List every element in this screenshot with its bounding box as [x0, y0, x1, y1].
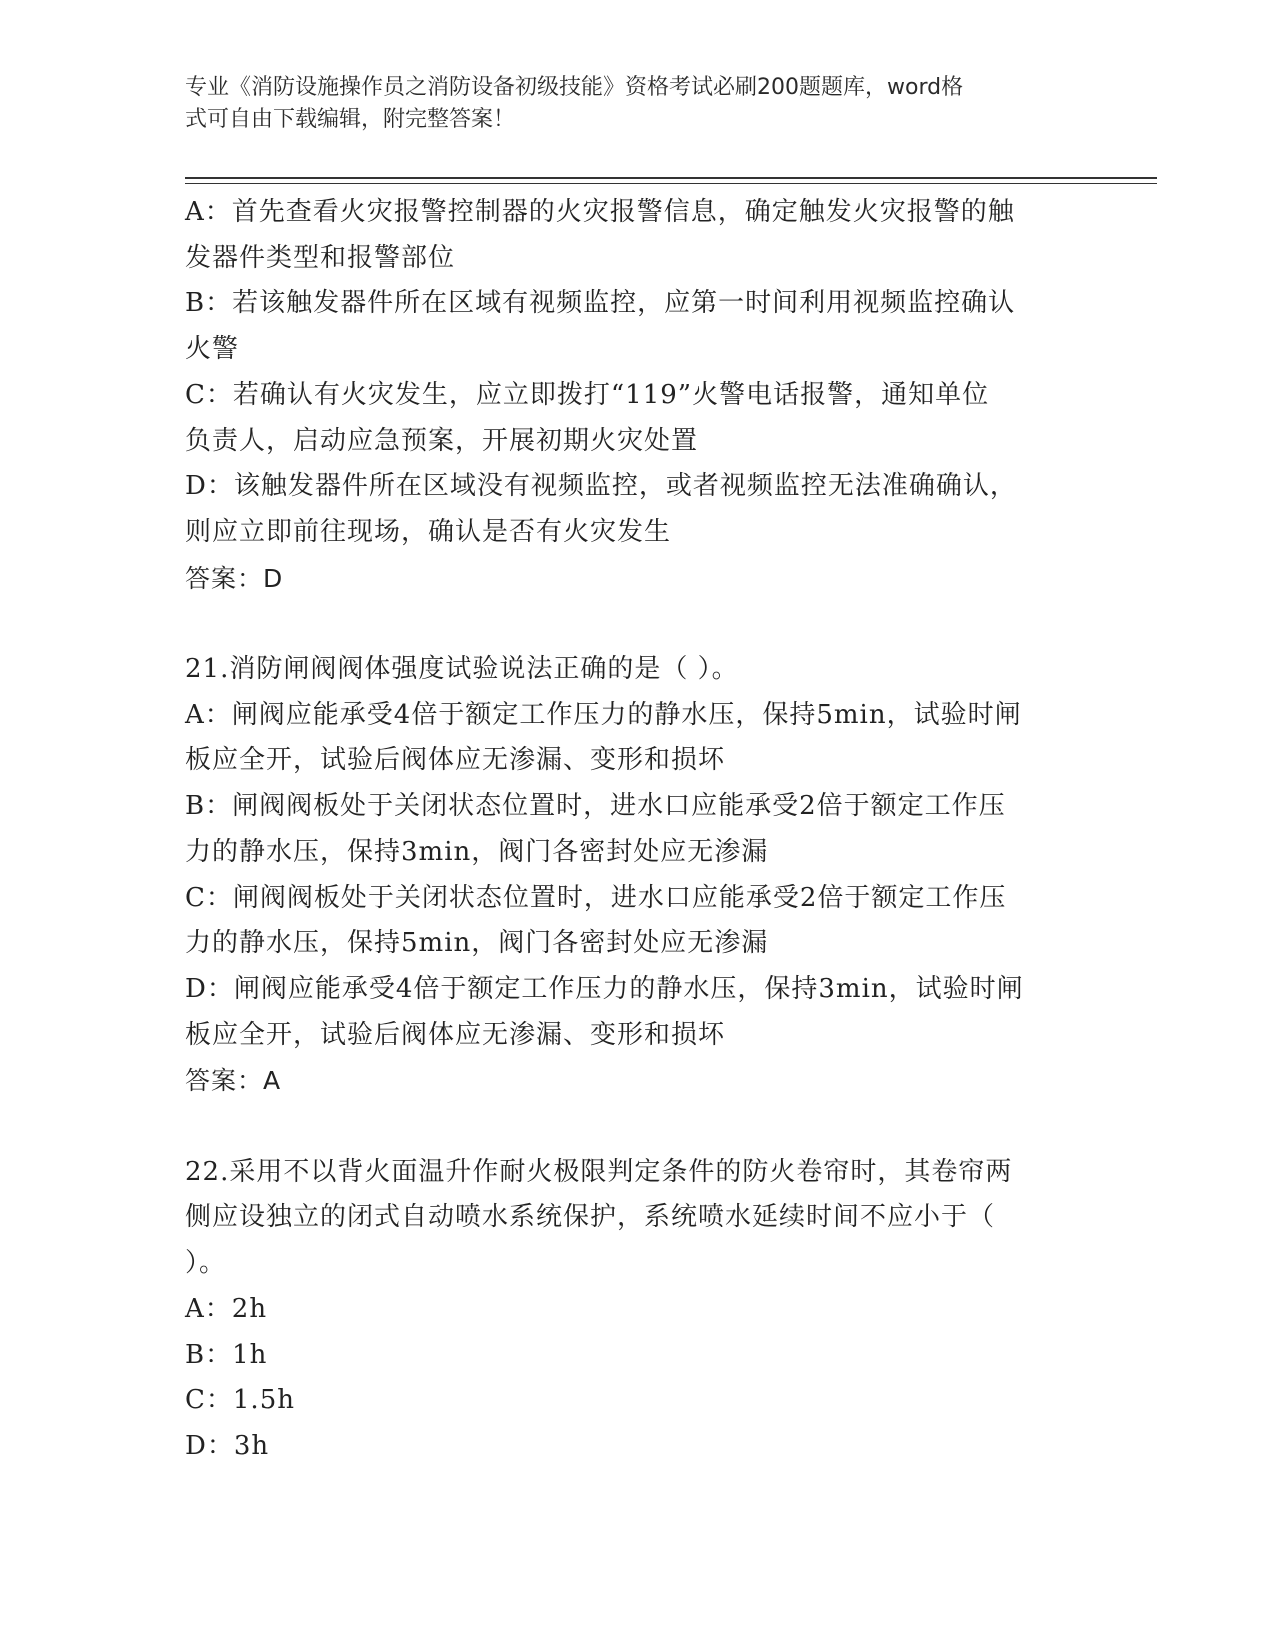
- question-20: [185, 190, 1085, 601]
- header-line-1: 专业《消防设施操作员之消防设备初级技能》资格考试必刷200题题库，word格: [185, 75, 964, 100]
- question-stem: 21.消防闸阀阀体强度试验说法正确的是（ ）。: [185, 654, 739, 685]
- header-line-2: 式可自由下载编辑，附完整答案！: [185, 107, 516, 132]
- header-rule-thin: [185, 183, 1157, 184]
- option-c-line-1: C：若确认有火灾发生，应立即拨打“119”火警电话报警，通知单位: [185, 379, 990, 410]
- option-b-line-1: B：若该触发器件所在区域有视频监控，应第一时间利用视频监控确认: [185, 288, 1016, 319]
- spacer: [185, 1104, 1085, 1150]
- spacer: [185, 601, 1085, 647]
- document-header: [185, 72, 1065, 136]
- question-21: [185, 647, 1085, 1104]
- option-d: D：3h: [185, 1430, 270, 1461]
- answer: 答案：D: [185, 563, 284, 593]
- question-stem-line-2: 侧应设独立的闭式自动喷水系统保护，系统喷水延续时间不应小于（: [185, 1202, 996, 1233]
- question-content: [185, 190, 1085, 1470]
- option-a: A：2h: [185, 1293, 268, 1324]
- option-c-line-2: 负责人，启动应急预案，开展初期火灾处置: [185, 425, 699, 456]
- option-a-line-1: A：闸阀应能承受4倍于额定工作压力的静水压，保持5min，试验时闸: [185, 699, 1022, 730]
- option-a-line-1: A：首先查看火灾报警控制器的火灾报警信息，确定触发火灾报警的触: [185, 197, 1015, 227]
- option-d-line-2: 则应立即前往现场，确认是否有火灾发生: [185, 516, 672, 547]
- option-d-line-1: D：闸阀应能承受4倍于额定工作压力的静水压，保持3min，试验时闸: [185, 973, 1024, 1004]
- option-b-line-2: 火警: [185, 334, 240, 365]
- option-c-line-2: 力的静水压，保持5min，阀门各密封处应无渗漏: [185, 928, 769, 959]
- option-b-line-2: 力的静水压，保持3min，阀门各密封处应无渗漏: [185, 836, 769, 867]
- option-d-line-1: D：该触发器件所在区域没有视频监控，或者视频监控无法准确确认，: [185, 471, 1017, 502]
- question-22: [185, 1150, 1085, 1470]
- question-stem-line-3: ）。: [185, 1248, 227, 1279]
- option-a-line-2: 板应全开，试验后阀体应无渗漏、变形和损坏: [185, 745, 726, 776]
- option-c: C：1.5h: [185, 1385, 295, 1416]
- option-c-line-1: C：闸阀阀板处于关闭状态位置时，进水口应能承受2倍于额定工作压: [185, 882, 1007, 913]
- answer: 答案：A: [185, 1066, 282, 1096]
- option-d-line-2: 板应全开，试验后阀体应无渗漏、变形和损坏: [185, 1019, 726, 1050]
- option-b: B：1h: [185, 1339, 268, 1370]
- option-b-line-1: B：闸阀阀板处于关闭状态位置时，进水口应能承受2倍于额定工作压: [185, 791, 1006, 822]
- question-stem-line-1: 22.采用不以背火面温升作耐火极限判定条件的防火卷帘时，其卷帘两: [185, 1156, 1013, 1187]
- header-rule-thick: [185, 177, 1157, 179]
- option-a-line-2: 发器件类型和报警部位: [185, 242, 456, 273]
